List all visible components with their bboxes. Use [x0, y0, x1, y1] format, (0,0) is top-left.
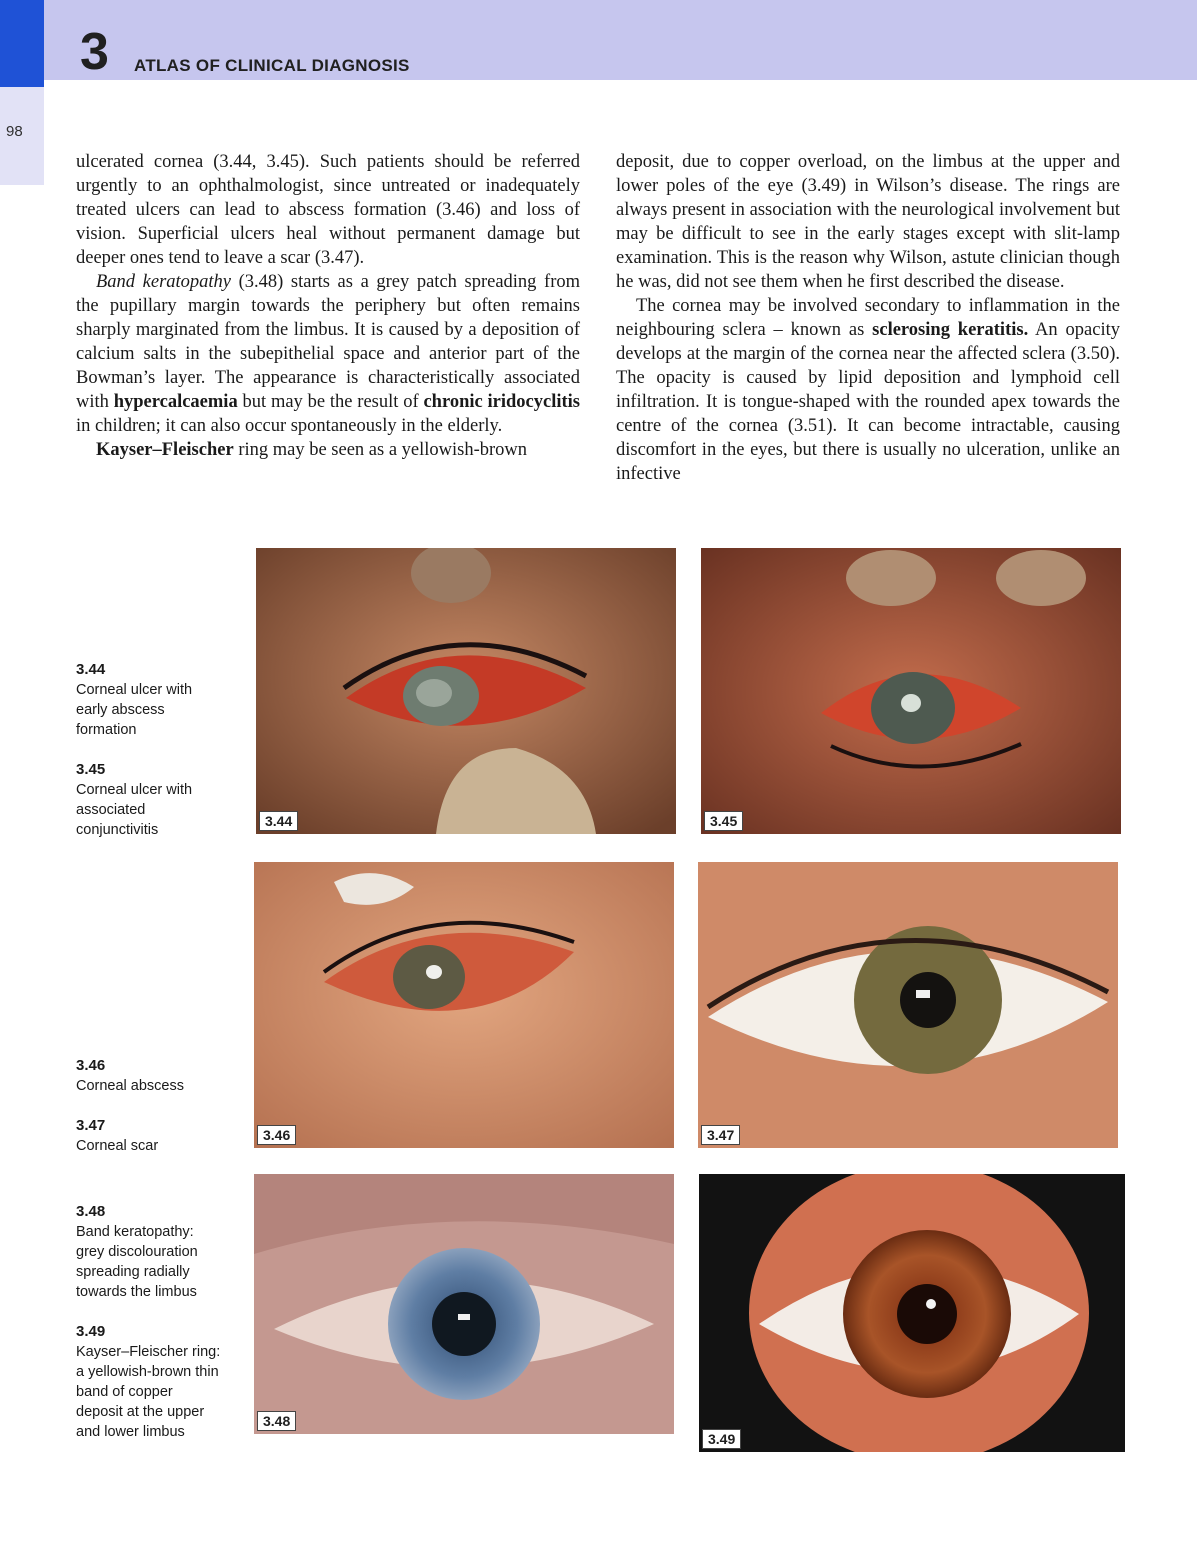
figure-label: 3.46	[257, 1125, 296, 1145]
caption-number: 3.45	[76, 761, 106, 778]
caption-text: Corneal abscess	[76, 1078, 184, 1094]
caption-number: 3.47	[76, 1117, 106, 1134]
photo-3-48	[254, 1174, 674, 1434]
caption-number: 3.49	[76, 1323, 106, 1340]
chapter-number: 3	[80, 23, 109, 81]
paragraph: ulcerated cornea (3.44, 3.45). Such patients should be referred urgently to an ophthalmologist, since untreated or inadequately treated ulcers can lead to abscess formation (3.46) and loss of vision. Superficial ulcers heal without permanent damage but deeper ones tend to leave a scar (3.47).	[76, 152, 580, 268]
paragraph: The cornea may be involved secondary to inflammation in the neighbouring sclera – known as sclerosing keratitis. An opacity develops at the margin of the cornea near the affected sclera (3.50). The opacity is caused by lipid deposition and lymphoid cell infiltration. It is tongue-shaped with the rounded apex towards the centre of the cornea (3.51). It can become intractable, causing discomfort in the eyes, but there is usually no ulceration, unlike an infective	[616, 296, 1120, 484]
figure-label: 3.45	[704, 811, 743, 831]
term: Band keratopathy	[96, 272, 232, 292]
text-column-right	[616, 150, 1120, 486]
figure-label: 3.47	[701, 1125, 740, 1145]
eye-photo	[698, 862, 1118, 1148]
photo-3-47	[698, 862, 1118, 1148]
text-column-left	[76, 150, 580, 462]
caption-text: Corneal scar	[76, 1138, 159, 1154]
caption-number: 3.46	[76, 1057, 106, 1074]
eye-photo	[256, 548, 676, 834]
eye-photo	[701, 548, 1121, 834]
paragraph: Kayser–Fleischer ring may be seen as a yellowish-brown	[96, 440, 528, 460]
caption-text: Band keratopathy: grey discolouration spreading radially towards the limbus	[76, 1224, 198, 1300]
caption-3-47	[76, 1116, 216, 1156]
photo-3-45	[701, 548, 1121, 834]
paragraph: deposit, due to copper overload, on the limbus at the upper and lower poles of the eye (3.49) in Wilson’s disease. The rings are always present in association with the neurological involvement but may be difficult to see in the early stages except with slit-lamp examination. This is the reason why Wilson, astute clinician though he was, did not see them when he first described the disease.	[616, 152, 1120, 292]
eye-photo	[254, 862, 674, 1148]
keyword: hypercalcaemia	[113, 392, 238, 412]
caption-3-46	[76, 1056, 216, 1096]
caption-text: Corneal ulcer with early abscess formation	[76, 682, 193, 738]
page-number: 98	[6, 123, 23, 140]
photo-3-44	[256, 548, 676, 834]
figure-label: 3.44	[259, 811, 298, 831]
caption-number: 3.44	[76, 661, 106, 678]
caption-text: Corneal ulcer with associated conjunctivitis	[76, 782, 193, 838]
photo-3-46	[254, 862, 674, 1148]
keyword: chronic iridocyclitis	[423, 392, 580, 412]
eye-photo	[254, 1174, 674, 1434]
caption-3-48	[76, 1202, 216, 1302]
keyword: Kayser–Fleischer	[96, 440, 234, 460]
caption-number: 3.48	[76, 1203, 106, 1220]
caption-3-44	[76, 660, 206, 740]
paragraph: Band keratopathy (3.48) starts as a grey patch spreading from the pupillary margin towards the periphery but often remains sharply marginated from the limbus. It is caused by a deposition of calcium salts in the subepithelial space and anterior part of the Bowman’s layer. The appearance is characteristically associated with hypercalcaemia but may be the result of chronic iridocyclitis in children; it can also occur spontaneously in the elderly.	[76, 272, 580, 436]
keyword: sclerosing keratitis.	[872, 320, 1029, 340]
photo-3-49	[699, 1174, 1125, 1452]
eye-photo	[699, 1174, 1125, 1452]
figure-label: 3.49	[702, 1429, 741, 1449]
chapter-tab	[0, 0, 44, 87]
figure-label: 3.48	[257, 1411, 296, 1431]
caption-text: Kayser–Fleischer ring: a yellowish-brown thin band of copper deposit at the upper and lower limbus	[76, 1344, 221, 1440]
chapter-title: ATLAS OF CLINICAL DIAGNOSIS	[134, 56, 410, 75]
caption-3-45	[76, 760, 206, 840]
caption-3-49	[76, 1322, 221, 1442]
